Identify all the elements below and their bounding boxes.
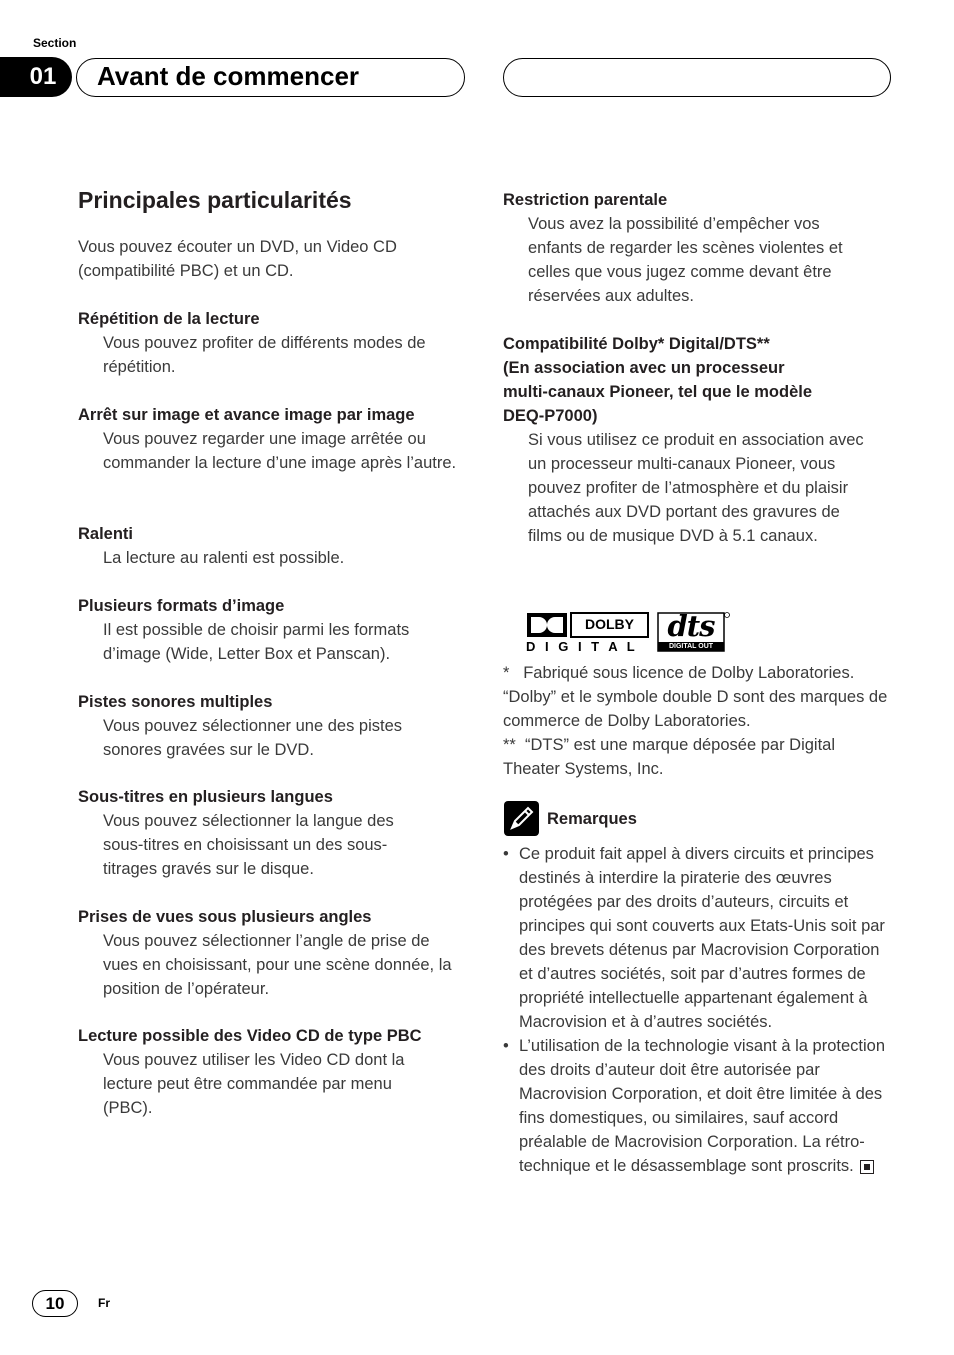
digital-out-logo-text: DIGITAL OUT	[668, 643, 714, 650]
feature-title-line: DEQ-P7000)	[503, 407, 598, 425]
page-title: Avant de commencer	[97, 61, 360, 91]
feature-item	[503, 188, 895, 308]
feature-title: Plusieurs formats d’image	[78, 597, 285, 615]
feature-title: Restriction parentale	[503, 191, 668, 209]
feature-title: Ralenti	[78, 525, 134, 543]
footnote-mark: **	[503, 736, 516, 754]
language-code: Fr	[98, 1296, 110, 1310]
section-number-badge: 01	[0, 57, 72, 97]
feature-item	[78, 785, 470, 881]
feature-text: Vous pouvez regarder une image arrêtée ou commander la lecture d’une image après l’autre.	[103, 430, 457, 472]
feature-text: Vous pouvez utiliser les Video CD dont la lecture peut être commandée par menu (PBC).	[103, 1051, 405, 1117]
notes-list	[503, 842, 887, 1178]
feature-title-line: multi-canaux Pioneer, tel que le modèle	[503, 383, 813, 401]
feature-item	[78, 690, 470, 762]
feature-title-line: (En association avec un processeur	[503, 359, 785, 377]
page-number: 10	[32, 1290, 78, 1317]
empty-title-frame	[503, 58, 891, 97]
dolby-digital-logo	[526, 612, 650, 654]
footnote-dts	[503, 733, 883, 781]
pen-note-icon	[504, 801, 539, 836]
feature-text: Vous pouvez sélectionner une des pistes sonores gravées sur le DVD.	[103, 717, 403, 759]
footnote-text: Fabriqué sous licence de Dolby Laboratories. “Dolby” et le symbole double D sont des marques de commerce de Dolby Laboratories.	[503, 664, 888, 730]
feature-title: Arrêt sur image et avance image par image	[78, 406, 415, 424]
feature-text: Si vous utilisez ce produit en association avec un processeur multi-canaux Pioneer, vous pouvez profiter de l’atmosphère et du plaisir attachés aux DVD portant des gravures de films ou de musique DVD à 5.1 canaux.	[528, 431, 864, 545]
feature-text: Vous pouvez sélectionner la langue des sous-titres en choisissant un des sous-titrages gravés sur le disque.	[103, 812, 394, 878]
feature-text: Il est possible de choisir parmi les formats d’image (Wide, Letter Box et Panscan).	[103, 621, 410, 663]
feature-title-line: Compatibilité Dolby* Digital/DTS**	[503, 335, 770, 353]
note-item	[503, 842, 887, 1034]
feature-text: Vous pouvez sélectionner l’angle de prise de vues en choisissant, pour une scène donnée, la position de l’opérateur.	[103, 932, 452, 998]
dolby-logo-text: DOLBY	[585, 616, 634, 632]
end-mark-icon	[860, 1160, 874, 1174]
dts-logo-text: dts	[667, 609, 715, 643]
dts-digital-out-logo	[657, 609, 731, 654]
intro-paragraph: Vous pouvez écouter un DVD, un Video CD (compatibilité PBC) et un CD.	[78, 238, 397, 280]
feature-item	[78, 522, 470, 570]
feature-title: Pistes sonores multiples	[78, 693, 273, 711]
feature-title: Répétition de la lecture	[78, 310, 260, 328]
footnote-dolby	[503, 661, 893, 733]
feature-title: Sous-titres en plusieurs langues	[78, 788, 333, 806]
feature-item	[78, 403, 470, 475]
section-heading: Principales particularités	[78, 187, 352, 213]
feature-text: Vous pouvez profiter de différents modes de répétition.	[103, 334, 426, 376]
footnote-mark: *	[503, 664, 510, 682]
note-item	[503, 1034, 887, 1178]
note-text: L’utilisation de la technologie visant à la protection des droits d’auteur doit être autorisée par Macrovision Corporation, et doit être limitée à des fins domestiques, ou similaires, sauf accord préalable de Macrovision Corporation. La rétro-technique et le désassemblage sont proscrits.	[519, 1037, 885, 1175]
feature-title: Prises de vues sous plusieurs angles	[78, 908, 372, 926]
feature-item	[78, 905, 470, 1001]
feature-text: Vous avez la possibilité d’empêcher vos enfants de regarder les scènes violentes et celles que vous jugez comme devant être réservées aux adultes.	[528, 215, 843, 305]
section-label: Section	[33, 36, 77, 50]
feature-item	[78, 594, 470, 666]
notes-title: Remarques	[547, 810, 637, 828]
note-text: Ce produit fait appel à divers circuits et principes destinés à interdire la piraterie des œuvres protégées par des droits d’auteurs, circuits et principes qui sont couverts aux Etats-Unis soit par des brevets détenus par Macrovision Corporation et d’autres sociétés, soit par d’autres formes de propriété intellectuelle appartenant également à Macrovision et à d’autres sociétés.	[519, 845, 885, 1031]
feature-title: Lecture possible des Video CD de type PBC	[78, 1027, 422, 1045]
feature-item	[503, 332, 895, 548]
digital-logo-text: D I G I T A L	[526, 639, 638, 654]
feature-item	[78, 1024, 470, 1120]
feature-text: La lecture au ralenti est possible.	[103, 549, 345, 567]
feature-item	[78, 307, 470, 379]
footnote-text: “DTS” est une marque déposée par Digital Theater Systems, Inc.	[503, 736, 836, 778]
